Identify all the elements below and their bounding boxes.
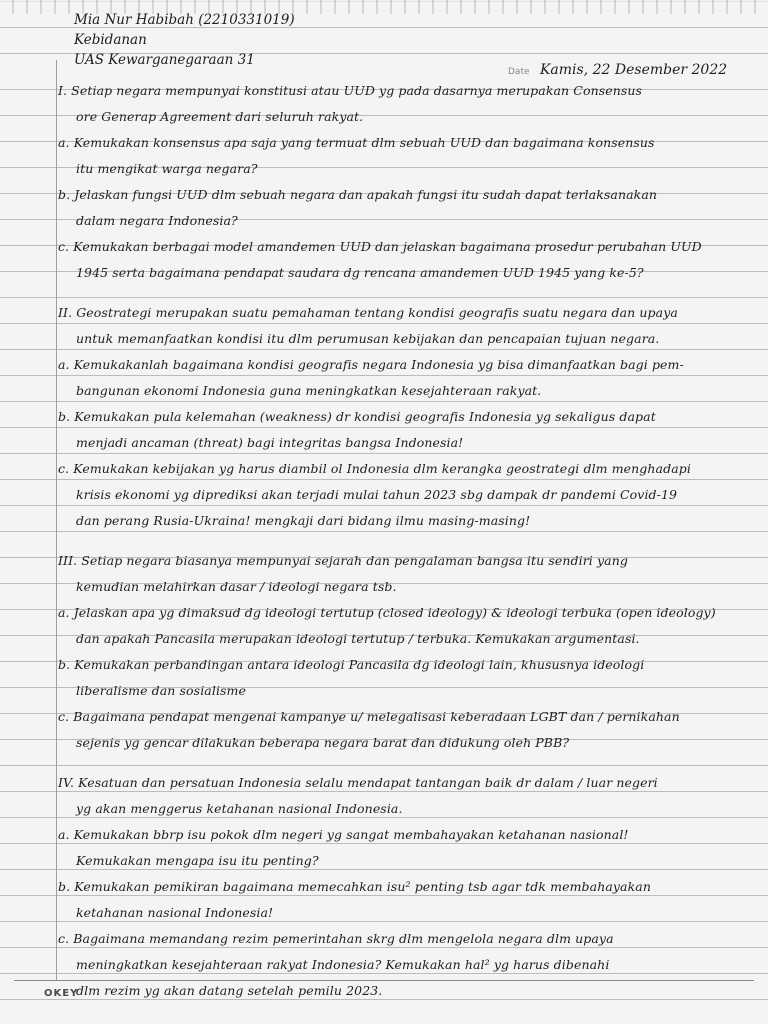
- text-line: untuk memanfaatkan kondisi itu dlm perumusan kebijakan dan pencapaian tujuan negara.: [76, 331, 660, 346]
- text-line: c. Kemukakan berbagai model amandemen UUD dan jelaskan bagaimana prosedur perubahan UUD: [58, 239, 702, 254]
- notebook-brand-logo: OKEY: [44, 988, 79, 999]
- text-line: yg akan menggerus ketahanan nasional Indonesia.: [76, 801, 403, 816]
- date-line: [508, 62, 727, 78]
- course-title: UAS Kewarganegaraan 31: [74, 52, 255, 68]
- text-line: c. Kemukakan kebijakan yg harus diambil ol Indonesia dlm kerangka geostrategi dlm menghadapi: [58, 461, 691, 476]
- text-line: dan perang Rusia-Ukraina! mengkaji dari bidang ilmu masing-masing!: [76, 513, 531, 528]
- study-program: Kebidanan: [74, 32, 147, 48]
- text-line: c. Bagaimana memandang rezim pemerintahan skrg dlm mengelola negara dlm upaya: [58, 931, 614, 946]
- text-line: liberalisme dan sosialisme: [76, 683, 247, 698]
- question-section-1: [58, 78, 748, 286]
- text-line: menjadi ancaman (threat) bagi integritas bangsa Indonesia!: [76, 435, 464, 450]
- question-section-3: [58, 548, 748, 756]
- date-value: Kamis, 22 Desember 2022: [539, 62, 728, 78]
- text-line: dlm rezim yg akan datang setelah pemilu 2023.: [76, 983, 383, 998]
- student-header: [74, 10, 295, 70]
- text-line: a. Jelaskan apa yg dimaksud dg ideologi tertutup (closed ideology) & ideologi terbuka (open ideology): [58, 605, 716, 620]
- text-line: b. Jelaskan fungsi UUD dlm sebuah negara dan apakah fungsi itu sudah dapat terlaksanakan: [58, 187, 658, 202]
- text-line: sejenis yg gencar dilakukan beberapa negara barat dan didukung oleh PBB?: [76, 735, 570, 750]
- text-line: b. Kemukakan perbandingan antara ideologi Pancasila dg ideologi lain, khususnya ideologi: [58, 657, 645, 672]
- text-line: II. Geostrategi merupakan suatu pemahaman tentang kondisi geografis suatu negara dan upaya: [58, 305, 678, 320]
- date-label: Date: [508, 67, 530, 77]
- text-line: b. Kemukakan pemikiran bagaimana memecahkan isu² penting tsb agar tdk membahayakan: [58, 879, 651, 894]
- text-line: krisis ekonomi yg diprediksi akan terjadi mulai tahun 2023 sbg dampak dr pandemi Covid-19: [76, 487, 678, 502]
- text-line: IV. Kesatuan dan persatuan Indonesia selalu mendapat tantangan baik dr dalam / luar negeri: [58, 775, 658, 790]
- text-line: c. Bagaimana pendapat mengenai kampanye u/ melegalisasi keberadaan LGBT dan / pernikahan: [58, 709, 680, 724]
- text-line: 1945 serta bagaimana pendapat saudara dg rencana amandemen UUD 1945 yang ke-5?: [76, 265, 644, 280]
- text-line: meningkatkan kesejahteraan rakyat Indonesia? Kemukakan hal² yg harus dibenahi: [76, 957, 610, 972]
- text-line: I. Setiap negara mempunyai konstitusi atau UUD yg pada dasarnya merupakan Consensus: [58, 83, 643, 98]
- margin-line: [56, 60, 57, 980]
- text-line: a. Kemukakan konsensus apa saja yang termuat dlm sebuah UUD dan bagaimana konsensus: [58, 135, 655, 150]
- student-name: Mia Nur Habibah (2210331019): [74, 12, 295, 28]
- text-line: bangunan ekonomi Indonesia guna meningkatkan kesejahteraan rakyat.: [76, 383, 542, 398]
- text-line: dan apakah Pancasila merupakan ideologi tertutup / terbuka. Kemukakan argumentasi.: [76, 631, 640, 646]
- bottom-rule: [14, 980, 754, 981]
- text-line: b. Kemukakan pula kelemahan (weakness) dr kondisi geografis Indonesia yg sekaligus dapat: [58, 409, 656, 424]
- text-line: Kemukakan mengapa isu itu penting?: [76, 853, 319, 868]
- text-line: III. Setiap negara biasanya mempunyai sejarah dan pengalaman bangsa itu sendiri yang: [58, 553, 628, 568]
- text-line: kemudian melahirkan dasar / ideologi negara tsb.: [76, 579, 397, 594]
- exam-questions: [58, 78, 748, 1004]
- question-section-4: [58, 770, 748, 1004]
- text-line: a. Kemukakanlah bagaimana kondisi geografis negara Indonesia yg bisa dimanfaatkan bagi pem-: [58, 357, 684, 372]
- text-line: a. Kemukakan bbrp isu pokok dlm negeri yg sangat membahayakan ketahanan nasional!: [58, 827, 629, 842]
- text-line: ore Generap Agreement dari seluruh rakyat.: [76, 109, 364, 124]
- text-line: itu mengikat warga negara?: [76, 161, 258, 176]
- question-section-2: [58, 300, 748, 534]
- text-line: dalam negara Indonesia?: [76, 213, 238, 228]
- text-line: ketahanan nasional Indonesia!: [76, 905, 274, 920]
